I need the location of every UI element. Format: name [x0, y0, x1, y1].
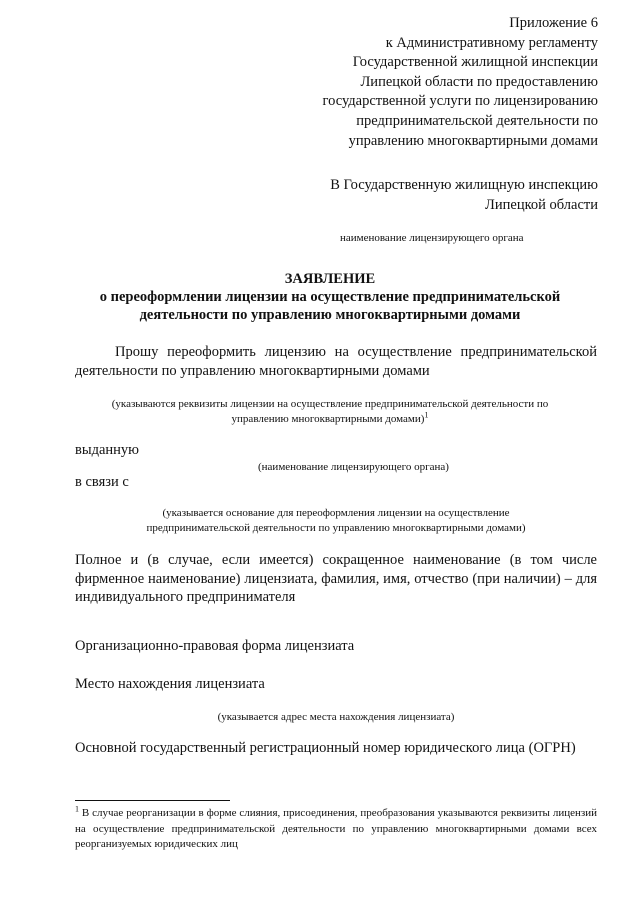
- appendix-line: государственной услуги по лицензированию: [322, 93, 598, 110]
- footnote-marker: 1: [75, 804, 79, 814]
- license-caption: [60, 397, 600, 427]
- licensee-name-paragraph: Полное и (в случае, если имеется) сокращенное наименование (в том числе фирменное наименование) лицензиата, фамилия, имя, отчество (при наличии) – для индивидуального предпринимателя: [75, 552, 597, 605]
- license-caption-text: управлению многоквартирными домами): [231, 413, 425, 425]
- appendix-line: предпринимательской деятельности по: [356, 112, 598, 129]
- footnote-text: В случае реорганизации в форме слияния, присоединения, преобразования указываются реквизиты лицензий на осуществление предпринимательской деятельности по управлению многоквартирными домами всех реорганизуемых юридических лиц: [75, 807, 597, 850]
- title-main: ЗАЯВЛЕНИЕ: [284, 271, 376, 287]
- reason-caption: [75, 506, 597, 536]
- issued-caption: (наименование лицензирующего органа): [258, 461, 449, 473]
- legal-form-label: Организационно-правовая форма лицензиата: [75, 638, 355, 654]
- location-caption: (указывается адрес места нахождения лицензиата): [217, 711, 455, 723]
- addressee-line: Липецкой области: [485, 196, 598, 213]
- title-line: о переоформлении лицензии на осуществление предпринимательской: [99, 289, 561, 305]
- request-paragraph: Прошу переоформить лицензию на осуществление предпринимательской деятельности по управлению многоквартирными домами: [75, 344, 597, 379]
- license-caption-line: (указываются реквизиты лицензии на осуществление предпринимательской деятельности по: [111, 398, 549, 410]
- ogrn-label: Основной государственный регистрационный номер юридического лица (ОГРН): [75, 740, 576, 756]
- issued-label: выданную: [75, 442, 140, 458]
- footnote-divider: [75, 800, 230, 801]
- appendix-line: Приложение 6: [509, 15, 598, 31]
- appendix-line: Государственной жилищной инспекции: [352, 54, 598, 71]
- appendix-line: Липецкой области по предоставлению: [360, 73, 598, 90]
- appendix-line: к Административному регламенту: [385, 34, 598, 51]
- footnote: [75, 806, 597, 853]
- title-line: деятельности по управлению многоквартирными домами: [139, 307, 521, 323]
- reason-label: в связи с: [75, 474, 129, 490]
- addressee-line: В Государственную жилищную инспекцию: [330, 177, 598, 193]
- license-caption-line: [60, 412, 600, 427]
- appendix-header: [238, 14, 598, 151]
- reason-caption-line: предпринимательской деятельности по управлению многоквартирными домами): [146, 522, 526, 534]
- footnote-ref: 1: [424, 410, 429, 420]
- location-label: Место нахождения лицензиата: [75, 676, 265, 692]
- reason-caption-line: (указывается основание для переоформления лицензии на осуществление: [162, 507, 510, 519]
- addressee-block: [238, 176, 598, 215]
- appendix-line: управлению многоквартирными домами: [348, 132, 598, 149]
- licensing-authority-caption: наименование лицензирующего органа: [340, 232, 524, 244]
- document-title: [60, 270, 600, 324]
